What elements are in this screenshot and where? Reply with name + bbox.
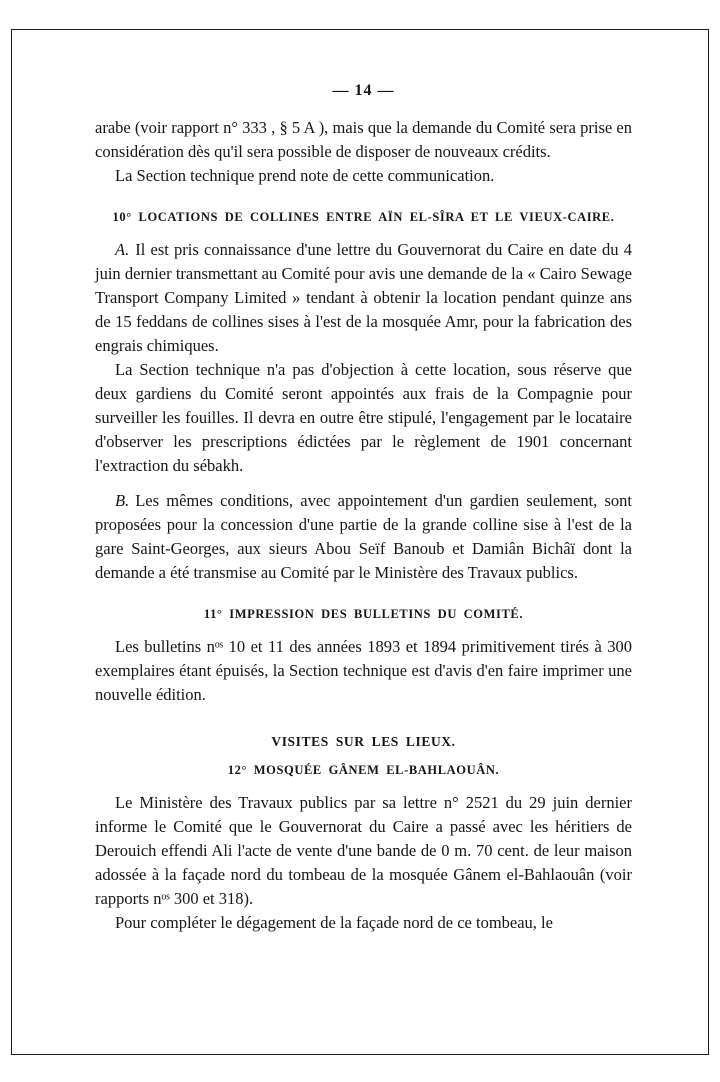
paragraph-bulletins: Les bulletins nᵒˢ 10 et 11 des années 1893 et 1894 primitivement tirés à 300 exemplaires étant épuisés, la Section technique est d'avis d'en faire imprimer une nouvelle édition. [95,637,632,704]
paragraph-a-label: A. [115,240,130,259]
heading-visites-sur-les-lieux: VISITES SUR LES LIEUX. [271,734,456,749]
paragraph-b-label: B. [115,491,130,510]
heading-section-10: 10° LOCATIONS DE COLLINES ENTRE AÏN EL-SÎRA ET LE VIEUX-CAIRE. [112,210,615,224]
paragraph-b-text: Les mêmes conditions, avec appointement d'un gardien seulement, sont proposées pour la concession d'une partie de la grande colline sise à l'est de la gare Saint-Georges, aux sieurs Abou Seïf Banoub et Damiân Bichâï dont la demande a été transmise au Comité par le Ministère des Travaux publics. [95,491,632,582]
paragraph-b-conditions [95,489,632,585]
paragraph-section-reserve: La Section technique n'a pas d'objection à cette location, sous réserve que deux gardiens du Comité seront appointés aux frais de la Compagnie pour surveiller les fouilles. Il devra en outre être stipulé, l'engagement par le locataire d'observer les prescriptions édictées par le règlement de 1901 concernant l'extraction du sébakh. [95,360,632,475]
paragraph-pour-completer: Pour compléter le dégagement de la façade nord de ce tombeau, le [115,913,553,932]
paragraph-a-text: Il est pris connaissance d'une lettre du Gouvernorat du Caire en date du 4 juin dernier transmettant au Comité pour avis une demande de la « Cairo Sewage Transport Company Limited » tendant à obtenir la location pendant quinze ans de 15 feddans de collines sises à l'est de la mosquée Amr, pour la fabrication des engrais chimiques. [95,240,632,355]
paragraph-note-communication: La Section technique prend note de cette communication. [115,166,495,185]
document-page [95,82,632,935]
page-number: — 14 — [332,82,395,99]
paragraph-lettre-2521: Le Ministère des Travaux publics par sa lettre n° 2521 du 29 juin dernier informe le Comité que le Gouvernorat du Caire a passé avec les héritiers de Derouich effendi Ali l'acte de vente d'une bande de 0 m. 70 cent. de leur maison adossée à la façade nord du tombeau de la mosquée Gânem el-Bahlaouân (voir rapports nᵒˢ 300 et 318). [95,793,632,908]
paragraph-a-gouvernorat [95,238,632,358]
heading-section-12: 12° MOSQUÉE GÂNEM EL-BAHLAOUÂN. [227,763,500,777]
paragraph-continuation: arabe (voir rapport n° 333 , § 5 A ), mais que la demande du Comité sera prise en considération dès qu'il sera possible de disposer de nouveaux crédits. [95,118,632,161]
heading-section-11: 11° IMPRESSION DES BULLETINS DU COMITÉ. [203,607,524,621]
